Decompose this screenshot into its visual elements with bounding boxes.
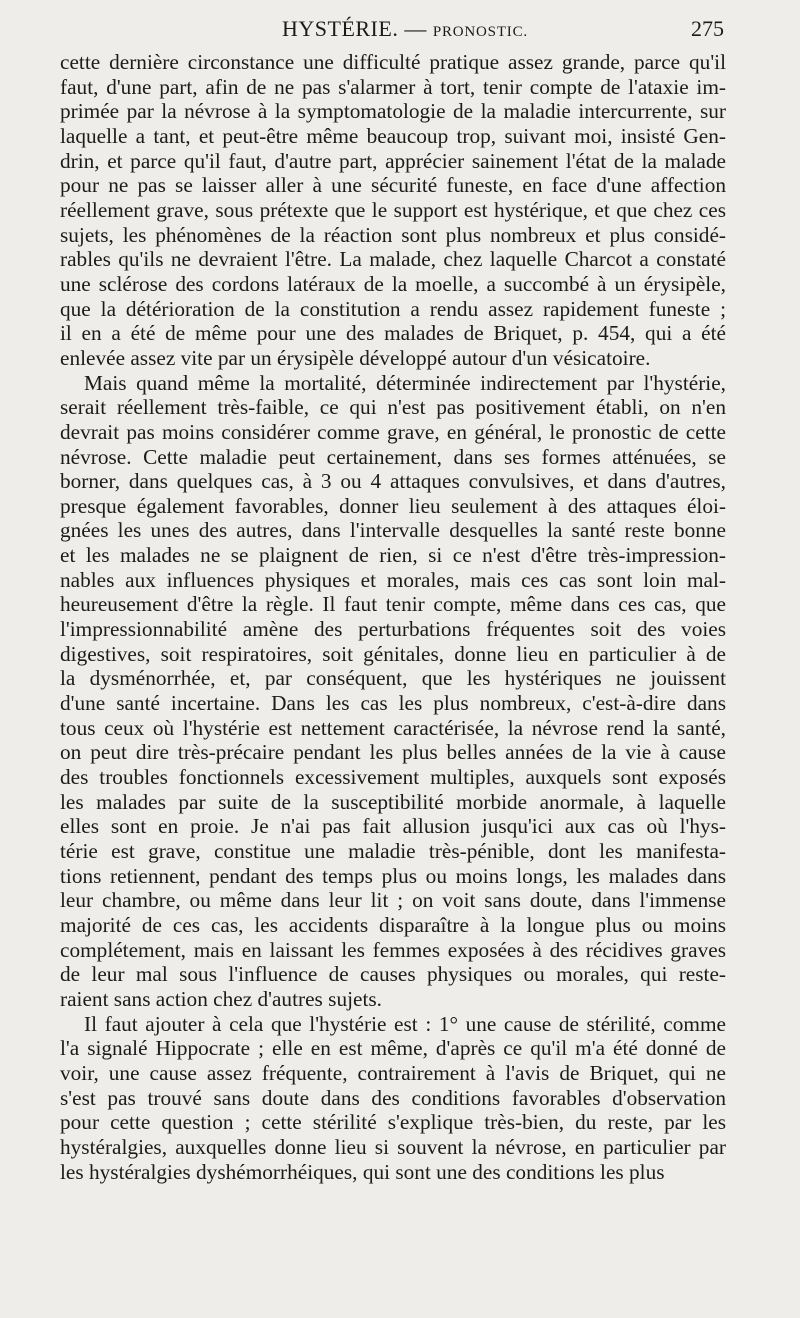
text-line: gnées les unes des autres, dans l'intervalle desquelles la santé reste bonne [60, 518, 726, 543]
text-line: on peut dire très-précaire pendant les plus belles années de la vie à cause [60, 740, 726, 765]
text-line: que la détérioration de la constitution a rendu assez rapidement funeste ; [60, 296, 726, 321]
text-line: majorité de ces cas, les accidents disparaître à la longue plus ou moins [60, 912, 726, 937]
text-line: hystéralgies, auxquelles donne lieu si souvent la névrose, en particulier par [60, 1134, 726, 1159]
text-line: laquelle a tant, et peut-être même beaucoup trop, suivant moi, insisté Gen- [60, 123, 726, 148]
text-line: la dysménorrhée, et, par conséquent, que les hystériques ne jouissent [60, 666, 726, 691]
text-line: presque également favorables, donner lieu seulement à des attaques éloi- [60, 493, 726, 518]
text-line: enlevée assez vite par un érysipèle développé autour d'un vésicatoire. [60, 345, 651, 370]
text-line: raient sans action chez d'autres sujets. [60, 986, 382, 1011]
text-line: voir, une cause assez fréquente, contrairement à l'avis de Briquet, qui ne [60, 1060, 726, 1085]
text-line: serait réellement très-faible, ce qui n'est pas positivement établi, on n'en [60, 395, 726, 420]
text-line: complétement, mais en laissant les femmes exposées à des récidives graves [60, 937, 726, 962]
text-line: il en a été de même pour une des malades de Briquet, p. 454, qui a été [60, 321, 726, 346]
text-line: pour ne pas se laisser aller à une sécurité funeste, en face d'une affection [60, 173, 726, 198]
text-line: une sclérose des cordons latéraux de la moelle, a succombé à un érysipèle, [60, 271, 726, 296]
text-line: les malades par suite de la susceptibilité morbide anormale, à laquelle [60, 789, 726, 814]
paragraph [60, 371, 726, 1012]
text-line: l'a signalé Hippocrate ; elle en est même, d'après ce qu'il m'a été donné de [60, 1036, 726, 1061]
text-line: sujets, les phénomènes de la réaction sont plus nombreux et plus considé- [60, 222, 726, 247]
text-line: rables qu'ils ne devraient l'être. La malade, chez laquelle Charcot a constaté [60, 247, 726, 272]
text-line: s'est pas trouvé sans doute dans des conditions favorables d'observation [60, 1085, 726, 1110]
text-line: heureusement d'être la règle. Il faut tenir compte, même dans ces cas, que [60, 592, 726, 617]
running-head [282, 16, 528, 42]
text-line: réellement grave, sous prétexte que le support est hystérique, et que chez ces [60, 197, 726, 222]
running-head-title: HYSTÉRIE. — [282, 16, 427, 41]
text-line: tous ceux où l'hystérie est nettement caractérisée, la névrose rend la santé, [60, 715, 726, 740]
text-line: leur chambre, ou même dans leur lit ; on voit sans doute, dans l'immense [60, 888, 726, 913]
text-line: nables aux influences physiques et morales, mais ces cas sont loin mal- [60, 567, 726, 592]
paragraph [60, 1012, 726, 1185]
text-line: térie est grave, constitue une maladie très-pénible, dont les manifesta- [60, 839, 726, 863]
text-line: et les malades ne se plaignent de rien, si ce n'est d'être très-impression- [60, 543, 726, 568]
text-line: d'une santé incertaine. Dans les cas les plus nombreux, c'est-à-dire dans [60, 691, 726, 716]
text-line: Il faut ajouter à cela que l'hystérie est : 1° une cause de stérilité, comme [84, 1011, 726, 1036]
text-line: pour cette question ; cette stérilité s'explique très-bien, du reste, par les [60, 1110, 726, 1135]
body-text [60, 50, 726, 1184]
text-line: devrait pas moins considérer comme grave, en général, le pronostic de cette [60, 419, 726, 444]
text-line: tions retiennent, pendant des temps plus ou moins longs, les malades dans [60, 863, 726, 888]
text-line: Mais quand même la mortalité, déterminée indirectement par l'hystérie, [84, 370, 726, 395]
paragraph [60, 50, 726, 371]
page-header [60, 14, 724, 48]
text-line: drin, et parce qu'il faut, d'autre part, apprécier sainement l'état de la malade [60, 148, 726, 173]
text-line: l'impressionnabilité amène des perturbations fréquentes soit des voies [60, 617, 726, 642]
running-head-subtitle: PRONOSTIC. [432, 24, 528, 40]
text-line: digestives, soit respiratoires, soit génitales, donne lieu en particulier à de [60, 641, 726, 666]
page-number: 275 [691, 16, 724, 41]
text-line: borner, dans quelques cas, à 3 ou 4 attaques convulsives, et dans d'autres, [60, 469, 726, 494]
text-line: des troubles fonctionnels excessivement multiples, auxquels sont exposés [60, 765, 726, 790]
text-line: cette dernière circonstance une difficulté pratique assez grande, parce qu'il [60, 50, 726, 74]
text-line: faut, d'une part, afin de ne pas s'alarmer à tort, tenir compte de l'ataxie im- [60, 74, 726, 99]
text-line: de leur mal sous l'influence de causes physiques ou morales, qui reste- [60, 962, 726, 987]
text-line: primée par la névrose à la symptomatologie de la maladie intercurrente, sur [60, 99, 726, 124]
text-line: névrose. Cette maladie peut certainement, dans ses formes atténuées, se [60, 444, 726, 469]
text-line: elles sont en proie. Je n'ai pas fait allusion jusqu'ici aux cas où l'hys- [60, 814, 726, 839]
text-line: les hystéralgies dyshémorrhéiques, qui sont une des conditions les plus [60, 1159, 665, 1184]
